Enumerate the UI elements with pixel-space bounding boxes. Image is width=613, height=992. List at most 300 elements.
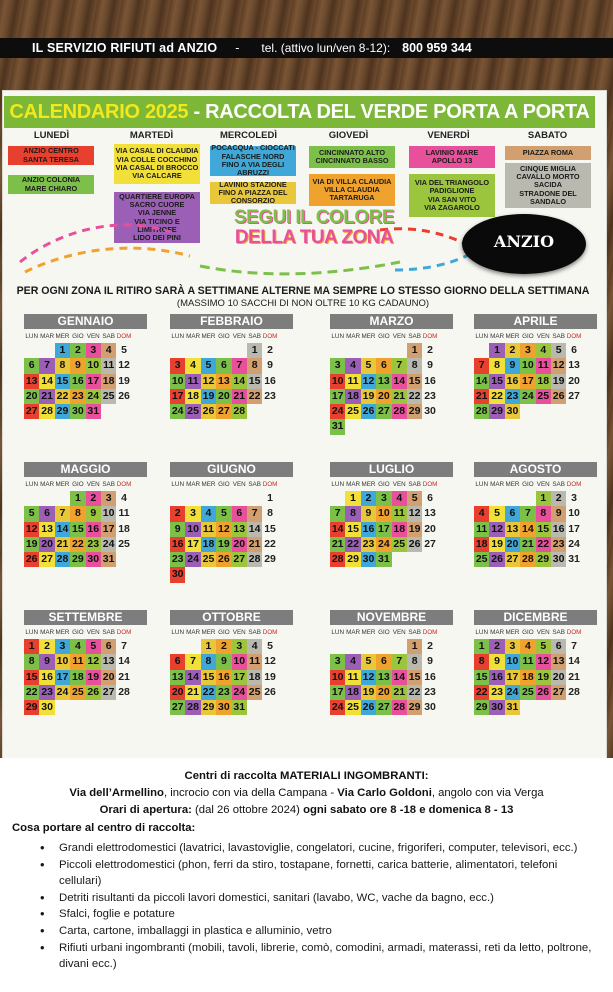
calendar-day: 31 <box>232 700 247 715</box>
calendar-day: 14 <box>39 374 54 389</box>
empty-cell <box>201 491 216 506</box>
empty-cell <box>361 343 376 358</box>
zone-line: ANZIO COLONIA <box>21 175 81 185</box>
calendar-day: 4 <box>474 506 489 521</box>
calendar-day: 19 <box>264 670 276 683</box>
calendar-day: 26 <box>201 404 216 419</box>
week-header <box>474 331 597 342</box>
calendar-day: 20 <box>551 670 566 685</box>
calendar-day: 5 <box>536 639 551 654</box>
calendar-day: 16 <box>70 374 85 389</box>
calendar-day: 23 <box>170 552 185 567</box>
empty-cell <box>376 343 391 358</box>
weekday-abbrev: LUN <box>475 629 488 636</box>
calendar-day: 10 <box>505 654 520 669</box>
anzio-badge <box>462 214 586 274</box>
calendar-day: 30 <box>216 700 231 715</box>
weekday-abbrev: SAB <box>408 333 421 340</box>
weekday-abbrev: MER <box>55 333 70 340</box>
calendar-day: 16 <box>424 670 436 683</box>
calendar-day: 6 <box>376 654 391 669</box>
calendar-day: 22 <box>24 685 39 700</box>
calendar-day: 28 <box>392 404 407 419</box>
week-header <box>330 331 453 342</box>
calendar-day: 27 <box>376 700 391 715</box>
calendar-day: 9 <box>70 358 85 373</box>
zone-line: SACRO CUORE <box>129 199 185 209</box>
zone-line: CINCINNATO ALTO <box>318 147 386 157</box>
calendar-day: 17 <box>330 685 345 700</box>
calendar-day: 18 <box>247 670 262 685</box>
calendar-day: 7 <box>55 506 70 521</box>
zone-line: MARE CHIARO <box>24 183 78 193</box>
weekday-abbrev: LUN <box>331 629 344 636</box>
empty-cell <box>39 491 54 506</box>
calendar-day: 4 <box>345 654 360 669</box>
calendar-day: 8 <box>55 358 70 373</box>
weekday-abbrev: VEN <box>86 629 100 636</box>
calendar-day: 14 <box>392 374 407 389</box>
week-header <box>170 627 293 638</box>
calendar-day: 19 <box>551 374 566 389</box>
weekday-abbrev: DOM <box>262 333 278 340</box>
weekday-abbrev: GIO <box>72 481 84 488</box>
calendar-day: 6 <box>24 358 39 373</box>
calendar-day: 3 <box>232 639 247 654</box>
month-days <box>474 639 597 715</box>
month-days <box>170 639 293 715</box>
calendar-day: 26 <box>118 389 130 402</box>
zone-line: VILLA CLAUDIA <box>324 184 380 194</box>
calendar-day: 16 <box>170 537 185 552</box>
calendar-day: 23 <box>361 537 376 552</box>
calendar-day: 8 <box>247 358 262 373</box>
calendar-day: 10 <box>330 670 345 685</box>
zone-line: SANTA TERESA <box>23 154 79 164</box>
zone-line: LAVINIO STAZIONE <box>219 179 287 189</box>
calendar-day: 19 <box>118 374 130 387</box>
weekday-abbrev: DOM <box>262 481 278 488</box>
calendar-day: 18 <box>70 670 85 685</box>
calendar-day: 12 <box>24 522 39 537</box>
weekday-abbrev: SAB <box>102 481 115 488</box>
calendar-day: 2 <box>216 639 231 654</box>
zone-line: VIA DEL TRIANGOLO <box>414 177 490 187</box>
calendar-day: 13 <box>551 654 566 669</box>
calendar-day: 14 <box>232 374 247 389</box>
calendar-day: 12 <box>407 506 422 521</box>
month-title: SETTEMBRE <box>24 610 147 625</box>
calendar-day: 8 <box>407 654 422 669</box>
calendar-day: 5 <box>361 358 376 373</box>
calendar-day: 14 <box>118 655 130 668</box>
calendar-day: 16 <box>361 522 376 537</box>
calendar-day: 29 <box>24 700 39 715</box>
weekday-abbrev: GIO <box>522 629 534 636</box>
calendar-day: 18 <box>392 522 407 537</box>
calendar-day: 19 <box>361 389 376 404</box>
calendar-day: 15 <box>247 374 262 389</box>
weekday-abbrev: VEN <box>392 333 406 340</box>
calendar-day: 21 <box>55 537 70 552</box>
calendar-day: 26 <box>407 537 422 552</box>
calendar-day: 3 <box>185 506 200 521</box>
calendar-day: 6 <box>551 639 566 654</box>
calendar-day: 6 <box>170 654 185 669</box>
calendar-day: 25 <box>70 685 85 700</box>
weekday-abbrev: LUN <box>25 481 38 488</box>
month-days <box>24 343 147 419</box>
calendar-day: 8 <box>489 358 504 373</box>
weekday-abbrev: DOM <box>566 629 582 636</box>
empty-cell <box>505 491 520 506</box>
weekday-abbrev: MAR <box>186 333 201 340</box>
calendar-day: 17 <box>101 522 116 537</box>
calendar-day: 3 <box>376 491 391 506</box>
calendar-day: 11 <box>536 358 551 373</box>
calendar-day: 28 <box>185 700 200 715</box>
calendar-day: 6 <box>571 344 577 356</box>
hours-text: ogni sabato ore 8 -18 e domenica 8 - 13 <box>303 804 514 816</box>
zone-line: CAVALLO MORTO <box>516 172 580 182</box>
calendar-day: 6 <box>427 492 433 504</box>
calendar-day: 12 <box>536 654 551 669</box>
calendar-day: 15 <box>70 522 85 537</box>
month-days <box>330 639 453 715</box>
calendar-day: 18 <box>345 389 360 404</box>
calendar-day: 17 <box>376 522 391 537</box>
calendar-day: 21 <box>392 389 407 404</box>
calendar-day: 19 <box>24 537 39 552</box>
month-days <box>330 343 453 435</box>
calendar-day: 11 <box>70 654 85 669</box>
zone-line: VIA CASAL DI CLAUDIA <box>115 146 199 156</box>
calendar-day: 13 <box>376 374 391 389</box>
calendar-day: 24 <box>330 404 345 419</box>
calendar-day: 10 <box>101 506 116 521</box>
week-header <box>24 479 147 490</box>
calendar-day: 17 <box>170 389 185 404</box>
weekday-abbrev: MER <box>201 333 216 340</box>
calendar-day: 4 <box>101 343 116 358</box>
calendar-day: 28 <box>39 404 54 419</box>
calendar-day: 26 <box>489 552 504 567</box>
weekday-abbrev: LUN <box>25 333 38 340</box>
calendar-day: 10 <box>232 654 247 669</box>
month-calendar <box>24 462 147 567</box>
calendar-day: 9 <box>86 506 101 521</box>
weekday-tuesday: MARTEDÌ <box>129 130 174 141</box>
calendar-day: 3 <box>101 491 116 506</box>
weekday-abbrev: DOM <box>422 629 438 636</box>
calendar-day: 24 <box>330 700 345 715</box>
weekday-abbrev: LUN <box>171 629 184 636</box>
calendar-day: 5 <box>267 640 273 652</box>
list-item: • Sfalci, foglie e potature <box>37 906 597 923</box>
calendar-day: 16 <box>216 670 231 685</box>
calendar-day: 20 <box>505 537 520 552</box>
weekday-abbrev: MAR <box>346 629 361 636</box>
weekday-thursday: GIOVEDÌ <box>328 130 369 141</box>
calendar-day: 15 <box>474 670 489 685</box>
month-calendar <box>474 314 597 419</box>
calendar-day: 24 <box>101 537 116 552</box>
calendar-day: 18 <box>185 389 200 404</box>
calendar-day: 18 <box>345 685 360 700</box>
weekday-abbrev: SAB <box>552 333 565 340</box>
calendar-day: 19 <box>86 670 101 685</box>
calendar-day: 15 <box>55 374 70 389</box>
calendar-day: 20 <box>216 389 231 404</box>
calendar-day: 10 <box>185 522 200 537</box>
zone-line: VIA TICINO E LIMITROFE <box>134 216 180 234</box>
calendar-day: 25 <box>201 552 216 567</box>
month-title: NOVEMBRE <box>330 610 453 625</box>
weekday-abbrev: LUN <box>25 629 38 636</box>
calendar-day: 18 <box>474 537 489 552</box>
weekday-abbrev: VEN <box>392 629 406 636</box>
calendar-day: 19 <box>407 522 422 537</box>
zone-line: STRADONE DEL SANDALO <box>519 188 577 206</box>
month-calendar <box>24 314 147 419</box>
weekday-abbrev: GIO <box>378 629 390 636</box>
empty-cell <box>24 491 39 506</box>
calendar-day: 2 <box>505 343 520 358</box>
empty-cell <box>392 639 407 654</box>
calendar-day: 22 <box>474 685 489 700</box>
calendar-day: 23 <box>424 685 436 698</box>
weekday-abbrev: LUN <box>331 333 344 340</box>
calendar-day: 12 <box>216 522 231 537</box>
calendar-day: 28 <box>568 685 580 698</box>
weekday-abbrev: VEN <box>536 629 550 636</box>
zone-line: APOLLO 13 <box>431 156 473 165</box>
calendar-day: 21 <box>247 537 262 552</box>
calendar-day: 7 <box>232 358 247 373</box>
calendar-day: 4 <box>201 506 216 521</box>
calendar-day: 30 <box>86 552 101 567</box>
calendar-day: 20 <box>232 537 247 552</box>
calendar-day: 17 <box>86 374 101 389</box>
weekday-abbrev: DOM <box>566 481 582 488</box>
empty-cell <box>39 343 54 358</box>
calendar-day: 2 <box>361 491 376 506</box>
calendar-day: 31 <box>101 552 116 567</box>
zone-line: VIA DI VILLA CLAUDIA <box>312 176 392 186</box>
calendar-day: 23 <box>39 685 54 700</box>
weekday-abbrev: SAB <box>248 333 261 340</box>
calendar-day: 3 <box>330 654 345 669</box>
month-title: GIUGNO <box>170 462 293 477</box>
calendar-day: 1 <box>489 343 504 358</box>
month-calendar <box>474 610 597 715</box>
empty-cell <box>520 491 535 506</box>
month-calendar <box>170 610 293 715</box>
calendar-day: 22 <box>536 537 551 552</box>
calendar-day: 1 <box>407 639 422 654</box>
calendar-day: 2 <box>267 344 273 356</box>
calendar-day: 27 <box>376 404 391 419</box>
calendar-subtitle: - RACCOLTA DEL VERDE PORTA A PORTA <box>193 100 590 123</box>
calendar-day: 25 <box>520 685 535 700</box>
calendar-day: 5 <box>551 343 566 358</box>
calendar-day: 20 <box>376 685 391 700</box>
calendar-day: 12 <box>118 359 130 372</box>
calendar-day: 22 <box>55 389 70 404</box>
calendar-day: 12 <box>264 655 276 668</box>
weekday-abbrev: MAR <box>40 481 55 488</box>
weekday-abbrev: DOM <box>116 481 132 488</box>
calendar-day: 11 <box>345 670 360 685</box>
collection-rule: PER OGNI ZONA IL RITIRO SARÀ A SETTIMANE ALTERNE MA SEMPRE LO STESSO GIORNO DELLA SETTIMANA <box>16 285 590 297</box>
calendar-day: 20 <box>39 537 54 552</box>
calendar-day: 26 <box>86 685 101 700</box>
calendar-day: 27 <box>101 685 116 700</box>
slogan <box>214 208 414 248</box>
calendar-day: 4 <box>247 639 262 654</box>
calendar-day: 11 <box>392 506 407 521</box>
month-title: AGOSTO <box>474 462 597 477</box>
calendar-day: 28 <box>55 552 70 567</box>
calendar-day: 6 <box>101 639 116 654</box>
calendar-day: 7 <box>571 640 577 652</box>
weekday-abbrev: DOM <box>422 333 438 340</box>
calendar-day: 19 <box>201 389 216 404</box>
calendar-day: 9 <box>551 506 566 521</box>
month-title: MARZO <box>330 314 453 329</box>
calendar-day: 12 <box>361 670 376 685</box>
month-title: OTTOBRE <box>170 610 293 625</box>
month-days <box>24 639 147 715</box>
bring-list <box>37 840 597 973</box>
zone-line: LAVINIO MARE <box>425 147 479 157</box>
weekday-abbrev: DOM <box>566 333 582 340</box>
calendar-day: 27 <box>24 404 39 419</box>
weekday-abbrev: SAB <box>552 629 565 636</box>
weekday-abbrev: DOM <box>422 481 438 488</box>
calendar-day: 1 <box>474 639 489 654</box>
calendar-day: 13 <box>24 374 39 389</box>
calendar-day: 7 <box>392 358 407 373</box>
zone-line: FALASCHE NORD <box>221 151 285 161</box>
calendar-day: 12 <box>551 358 566 373</box>
zone-line: VIA COLLE COCCHINO <box>116 154 198 164</box>
calendar-day: 9 <box>427 359 433 372</box>
calendar-day: 16 <box>39 670 54 685</box>
calendar-day: 15 <box>264 522 276 535</box>
calendar-day: 25 <box>185 404 200 419</box>
calendar-day: 9 <box>361 506 376 521</box>
zone-line: TARTARUGA <box>329 193 375 203</box>
calendar-day: 19 <box>489 537 504 552</box>
calendar-day: 9 <box>505 358 520 373</box>
calendar-day: 11 <box>474 522 489 537</box>
calendar-day: 24 <box>520 389 535 404</box>
calendar-day: 9 <box>427 655 433 668</box>
calendar-day: 9 <box>216 654 231 669</box>
weekday-abbrev: GIO <box>218 333 230 340</box>
calendar-day: 18 <box>536 374 551 389</box>
calendar-day: 5 <box>407 491 422 506</box>
calendar-day: 4 <box>392 491 407 506</box>
calendar-day: 17 <box>568 522 580 535</box>
weekday-abbrev: GIO <box>378 481 390 488</box>
calendar-day: 16 <box>489 670 504 685</box>
weekday-abbrev: GIO <box>522 481 534 488</box>
calendar-day: 23 <box>70 389 85 404</box>
calendar-day: 3 <box>571 492 577 504</box>
weekday-abbrev: MER <box>505 481 520 488</box>
weekday-abbrev: MAR <box>490 481 505 488</box>
calendar-day: 27 <box>39 552 54 567</box>
calendar-day: 22 <box>407 389 422 404</box>
weekday-abbrev: LUN <box>331 481 344 488</box>
calendar-day: 25 <box>101 389 116 404</box>
calendar-day: 24 <box>170 404 185 419</box>
calendar-day: 16 <box>505 374 520 389</box>
calendar-day: 28 <box>118 685 130 698</box>
calendar-day: 27 <box>170 700 185 715</box>
calendar-day: 1 <box>24 639 39 654</box>
calendar-day: 8 <box>474 654 489 669</box>
calendar-day: 2 <box>427 640 433 652</box>
calendar-day: 30 <box>424 701 436 714</box>
month-title: DICEMBRE <box>474 610 597 625</box>
empty-cell <box>201 343 216 358</box>
calendar-day: 30 <box>489 700 504 715</box>
zone-line: POCACQUA - CIOCCATI <box>211 143 295 153</box>
weekday-abbrev: DOM <box>262 629 278 636</box>
calendar-day: 21 <box>118 670 130 683</box>
week-header <box>330 627 453 638</box>
calendar-day: 13 <box>568 359 580 372</box>
calendar-day: 24 <box>505 685 520 700</box>
calendar-day: 8 <box>345 506 360 521</box>
service-name: IL SERVIZIO RIFIUTI ad ANZIO <box>32 41 218 55</box>
weekday-abbrev: MER <box>505 333 520 340</box>
list-item: • Detriti risultanti da piccoli lavori domestici, sanitari (lavabo, WC, vache da bagno, ecc.) <box>37 890 597 907</box>
calendar-day: 7 <box>185 654 200 669</box>
week-header <box>24 331 147 342</box>
calendar-day: 15 <box>407 670 422 685</box>
zone-line: FINO A PIAZZA DEL CONSORZIO <box>218 187 288 206</box>
zone-line: FINO A VIA DEGLI ABRUZZI <box>221 160 285 178</box>
calendar-day: 28 <box>247 552 262 567</box>
calendar-day: 14 <box>568 655 580 668</box>
zone-line: VIA CASAL DI BROCCO <box>115 163 199 172</box>
phone-number[interactable]: 800 959 344 <box>402 41 472 55</box>
list-item: • Piccoli elettrodomestici (phon, ferri da stiro, tostapane, fornetti, carica batterie, alimentatori, telefoni cellulari) <box>37 857 597 890</box>
calendar-day: 5 <box>201 358 216 373</box>
calendar-day: 3 <box>55 639 70 654</box>
calendar-day: 14 <box>474 374 489 389</box>
calendar-day: 22 <box>407 685 422 700</box>
calendar-day: 29 <box>264 553 276 566</box>
calendar-day: 11 <box>345 374 360 389</box>
calendar-day: 26 <box>361 700 376 715</box>
list-item: • Rifiuti urbani ingombranti (mobili, tavoli, librerie, comò, comodini, armadi, materassi, reti da letto, poltrone, divani ecc.) <box>37 940 597 973</box>
weekday-abbrev: MER <box>361 481 376 488</box>
weekday-friday: VENERDÌ <box>427 130 470 141</box>
calendar-day: 28 <box>392 700 407 715</box>
calendar-day: 30 <box>551 552 566 567</box>
calendar-day: 26 <box>216 552 231 567</box>
zone-line: CINQUE MIGLIA <box>520 163 576 173</box>
calendar-day: 29 <box>345 552 360 567</box>
weekday-abbrev: MER <box>361 629 376 636</box>
empty-cell <box>185 639 200 654</box>
weekday-abbrev: VEN <box>232 333 246 340</box>
